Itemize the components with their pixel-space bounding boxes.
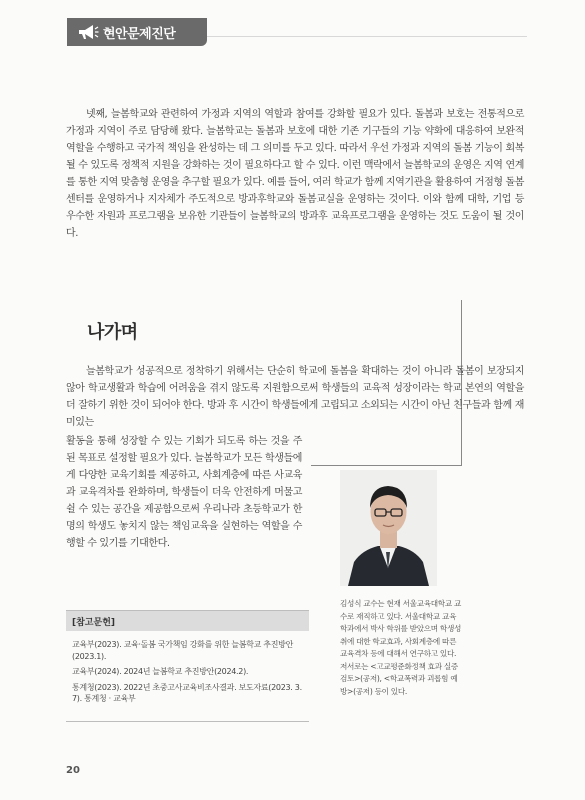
reference-item: 교육부(2024). 2024년 늘봄학교 추진방안(2024.2).	[72, 667, 249, 676]
reference-item: 교육부(2023). 교육·돌봄 국가책임 강화를 위한 늘봄학교 추진방안(2023.1).	[72, 640, 294, 661]
section-header-tab	[67, 18, 207, 46]
closing-paragraph-narrow: 활동을 통해 성장할 수 있는 기회가 되도록 하는 것을 주된 목표로 설정할 필요가 있다. 늘봄학교가 모든 학생들에게 다양한 교육기회를 제공하고, 사회계층에 따른 사교육과 교육격차를 완화하며, 학생들이 더욱 안전하게 머물고 쉴 수 있는 공간을 제공함으로써 우리나라 초등학교가 한 명의 학생도 놓치지 않는 책임교육을 실현하는 역할을 수행할 수 있기를 기대한다.	[66, 436, 302, 549]
references-list	[72, 639, 304, 709]
page-number: 20	[66, 765, 80, 776]
closing-paragraph-wide: 늘봄학교가 성공적으로 정착하기 위해서는 단순히 학교에 돌봄을 확대하는 것이 아니라 돌봄이 보장되지 않아 학교생활과 학습에 어려움을 겪지 않도록 지원함으로써 학생들의 교육적 성장이라는 학교 본연의 역할을 더 잘하기 위한 것이 되어야 한다. 방과 후 시간이 학생들에게 고립되고 소외되는 시간이 아닌 친구들과 함께 재미있는	[66, 366, 524, 428]
reference-item: 통계청(2023). 2022년 초중고사교육비조사결과. 보도자료(2023. 3. 7). 통계청 · 교육부	[72, 682, 302, 703]
megaphone-icon	[77, 24, 99, 40]
section-header-title: 현안문제진단	[103, 26, 176, 42]
divider-horizontal	[311, 465, 462, 466]
header-rule	[207, 36, 527, 37]
intro-paragraph: 넷째, 늘봄학교와 관련하여 가정과 지역의 역할과 참여를 강화할 필요가 있다. 돌봄과 보호는 전통적으로 가정과 지역이 주로 담당해 왔다. 늘봄학교는 돌봄과 보호에 대한 기존 기구들의 기능 약화에 대응하여 보완적 역할을 수행하고 국가적 책임을 완성하는 데 그 의미를 두고 있다. 따라서 우선 가정과 지역의 돌봄 기능이 회복될 수 있도록 정책적 지원을 강화하는 것이 필요하다고 할 수 있다. 이런 맥락에서 늘봄학교의 운영은 지역 연계를 통한 지역 맞춤형 운영을 추구할 필요가 있다. 예를 들어, 여러 학교가 함께 지역기관을 활용하여 거점형 돌봄센터를 운영하거나 지자체가 주도적으로 방과후학교와 돌봄교실을 운영하는 것이다. 이와 함께 대학, 기업 등 우수한 자원과 프로그램을 보유한 기관들이 늘봄학교의 방과후 교육프로그램을 운영하는 것도 도움이 될 것이다.	[66, 109, 524, 239]
author-bio: 김성식 교수는 현재 서울교육대학교 교수로 재직하고 있다. 서울대학교 교육학과에서 박사 학위를 받았으며 학생성취에 대한 학교효과, 사회계층에 따른 교육격차 등에 대해서 연구하고 있다. 저서로는 <고교평준화정책 효과 실증검토>(공저), <학교폭력과 괴롭힘 예방>(공저) 등이 있다.	[340, 599, 462, 696]
references-box	[66, 610, 309, 722]
section-title: 나가며	[87, 322, 138, 343]
author-portrait-image	[340, 470, 437, 586]
references-heading: [참고문헌]	[66, 611, 309, 631]
author-photo	[340, 470, 437, 586]
